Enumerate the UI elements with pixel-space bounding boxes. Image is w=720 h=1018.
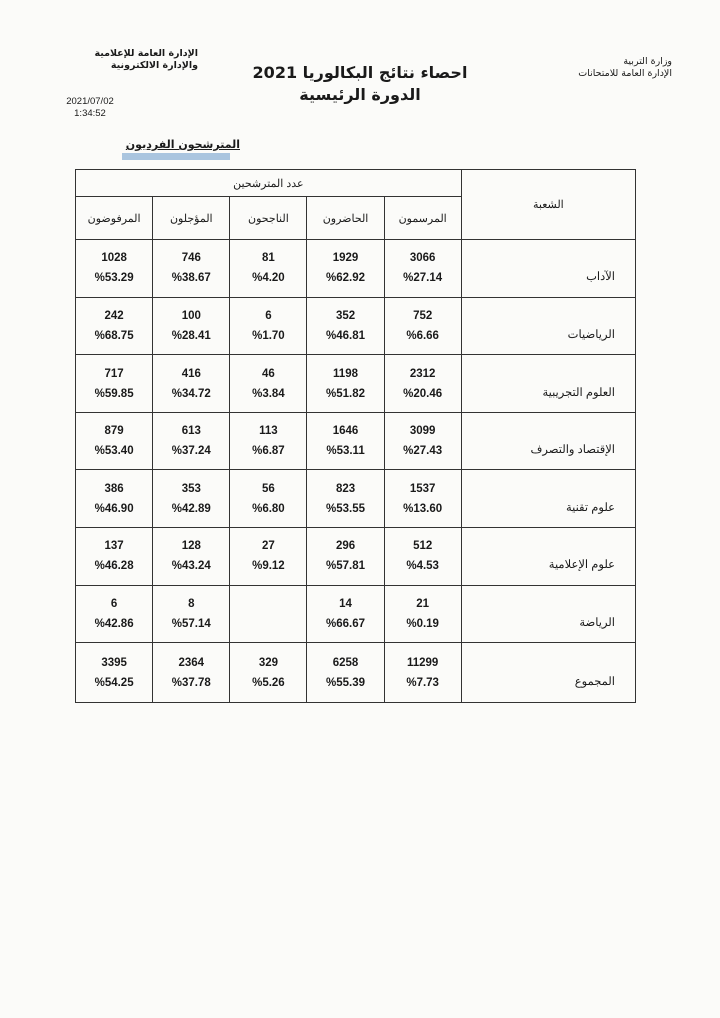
value-cell	[384, 412, 461, 470]
value-cell	[76, 355, 153, 413]
percent-value: %59.85	[94, 387, 134, 400]
table-row	[76, 355, 636, 413]
column-header: الناجحون	[230, 197, 307, 240]
percent-value: %43.24	[171, 560, 211, 573]
branch-name: الإقتصاد والتصرف	[530, 444, 615, 457]
value-cell	[76, 240, 153, 298]
branch-cell	[461, 470, 635, 528]
results-table	[75, 169, 636, 703]
branch-header: الشعبة	[461, 170, 635, 240]
table-row	[76, 297, 636, 355]
branch-cell	[461, 643, 635, 703]
value-cell	[76, 470, 153, 528]
value-cell	[230, 585, 307, 643]
branch-name: الآداب	[586, 271, 615, 284]
value-cell	[153, 585, 230, 643]
percent-value: %62.92	[326, 272, 366, 285]
count-value: 1028	[101, 252, 127, 265]
table-row	[76, 585, 636, 643]
count-value: 6258	[332, 656, 359, 669]
highlight-bar	[122, 153, 230, 160]
count-value: 1646	[332, 425, 359, 438]
value-cell	[384, 297, 461, 355]
table-row	[76, 240, 636, 298]
branch-name: الرياضيات	[567, 328, 615, 341]
it-directorate: الإدارة العامة للإعلامية	[94, 48, 198, 59]
table-row	[76, 528, 636, 586]
percent-value: %53.55	[326, 502, 366, 515]
percent-value: %46.81	[326, 329, 366, 342]
print-time: 1:34:52	[74, 108, 106, 119]
value-cell	[384, 470, 461, 528]
percent-value: %34.72	[171, 387, 211, 400]
branch-name: علوم الإعلامية	[548, 559, 615, 572]
value-cell	[384, 585, 461, 643]
count-value: 3099	[409, 425, 436, 438]
percent-value: %13.60	[403, 502, 443, 515]
count-value: 81	[262, 252, 275, 265]
percent-value: %57.81	[326, 560, 366, 573]
count-value: 386	[104, 482, 124, 495]
value-cell	[76, 412, 153, 470]
count-value: 3395	[101, 656, 127, 669]
ministry-name: وزارة التربية	[623, 56, 672, 67]
count-value: 1198	[333, 367, 358, 380]
percent-value: %53.11	[326, 445, 365, 458]
count-value: 137	[104, 540, 124, 553]
percent-value: %6.66	[406, 329, 439, 342]
document-title	[170, 62, 550, 106]
print-timestamp	[60, 96, 120, 120]
percent-value: %20.46	[403, 387, 443, 400]
value-cell	[230, 470, 307, 528]
value-cell	[230, 297, 307, 355]
percent-value: %37.24	[171, 445, 211, 458]
value-cell	[384, 240, 461, 298]
value-cell	[76, 528, 153, 586]
value-cell	[76, 585, 153, 643]
count-value: 3066	[409, 252, 436, 265]
count-value: 613	[181, 425, 201, 438]
value-cell	[307, 470, 384, 528]
value-cell	[307, 240, 384, 298]
branch-cell	[461, 240, 635, 298]
count-value: 100	[181, 309, 201, 322]
branch-cell	[461, 412, 635, 470]
value-cell	[307, 643, 384, 703]
percent-value: %37.78	[171, 676, 211, 689]
table-row	[76, 643, 636, 703]
count-value: 746	[181, 252, 201, 265]
count-value: 717	[104, 367, 124, 380]
title-session: الدورة الرئيسية	[299, 85, 421, 104]
percent-value: %46.28	[94, 560, 134, 573]
table-row	[76, 470, 636, 528]
percent-value: %46.90	[94, 502, 134, 515]
column-header: المؤجلون	[153, 197, 230, 240]
column-header: المرفوضون	[76, 197, 153, 240]
percent-value: %51.82	[326, 387, 366, 400]
exams-directorate: الإدارة العامة للامتحانات	[578, 68, 672, 79]
count-value: 6	[265, 309, 272, 322]
count-value: 352	[335, 309, 356, 322]
value-cell	[153, 355, 230, 413]
value-cell	[153, 528, 230, 586]
count-value: 1537	[409, 482, 436, 495]
branch-cell	[461, 355, 635, 413]
percent-value: %66.67	[326, 617, 366, 630]
branch-name: الرياضة	[579, 616, 615, 629]
count-value: 113	[259, 425, 278, 438]
value-cell	[307, 412, 384, 470]
percent-value: %42.86	[94, 617, 134, 630]
count-value: 2364	[178, 656, 205, 669]
branch-name: العلوم التجريبية	[542, 386, 615, 399]
count-value: 242	[104, 309, 124, 322]
value-cell	[307, 585, 384, 643]
percent-value: %6.87	[252, 445, 285, 458]
percent-value: %0.19	[406, 617, 439, 630]
percent-value: %68.75	[94, 329, 134, 342]
value-cell	[230, 355, 307, 413]
print-date: 2021/07/02	[66, 96, 114, 107]
count-value: 128	[181, 540, 201, 553]
count-value: 27	[262, 540, 275, 553]
column-header: المرسمون	[384, 197, 461, 240]
count-value: 329	[258, 656, 278, 669]
count-value: 2312	[409, 367, 436, 380]
value-cell	[230, 528, 307, 586]
value-cell	[230, 643, 307, 703]
value-cell	[230, 412, 307, 470]
percent-value: %9.12	[252, 560, 285, 573]
value-cell	[153, 240, 230, 298]
branch-name: المجموع	[574, 675, 615, 688]
percent-value: %7.73	[406, 676, 439, 689]
candidates-count-header: عدد المترشحين	[76, 170, 462, 197]
percent-value: %6.80	[252, 502, 285, 515]
value-cell	[76, 297, 153, 355]
percent-value: %42.89	[171, 502, 211, 515]
candidates-category: المترشحون الفرديون	[125, 138, 240, 151]
percent-value: %57.14	[171, 617, 211, 630]
e-admin-directorate: والإدارة الالكترونية	[110, 60, 198, 71]
column-header: الحاضرون	[307, 197, 384, 240]
branch-cell	[461, 297, 635, 355]
count-value: 6	[110, 597, 118, 610]
branch-cell	[461, 528, 635, 586]
percent-value: %1.70	[252, 329, 285, 342]
percent-value: %54.25	[94, 676, 134, 689]
percent-value: %4.53	[406, 560, 439, 573]
count-value: 512	[413, 540, 433, 553]
value-cell	[230, 240, 307, 298]
value-cell	[307, 528, 384, 586]
percent-value: %5.26	[252, 676, 285, 689]
percent-value: %28.41	[171, 329, 211, 342]
count-value: 296	[335, 540, 356, 553]
count-value: 21	[416, 597, 430, 610]
count-value: 11299	[406, 656, 439, 669]
count-value: 752	[413, 309, 433, 322]
count-value: 14	[339, 597, 352, 610]
value-cell	[384, 355, 461, 413]
count-value: 46	[262, 367, 275, 380]
percent-value: %53.29	[94, 272, 134, 285]
count-value: 823	[335, 482, 356, 495]
value-cell	[153, 643, 230, 703]
value-cell	[307, 355, 384, 413]
value-cell	[384, 643, 461, 703]
count-value: 8	[188, 597, 195, 610]
branch-name: علوم تقنية	[565, 501, 615, 514]
count-value: 353	[181, 482, 201, 495]
branch-cell	[461, 585, 635, 643]
value-cell	[384, 528, 461, 586]
count-value: 1929	[332, 252, 359, 265]
value-cell	[76, 643, 153, 703]
value-cell	[153, 297, 230, 355]
percent-value: %3.84	[252, 387, 285, 400]
percent-value: %53.40	[94, 445, 134, 458]
value-cell	[307, 297, 384, 355]
percent-value: %27.43	[403, 445, 443, 458]
value-cell	[153, 412, 230, 470]
table-row	[76, 412, 636, 470]
percent-value: %38.67	[171, 272, 211, 285]
percent-value: %4.20	[252, 272, 285, 285]
value-cell	[153, 470, 230, 528]
count-value: 416	[181, 367, 201, 380]
percent-value: %55.39	[326, 676, 366, 689]
count-value: 56	[262, 482, 275, 495]
percent-value: %27.14	[403, 272, 443, 285]
count-value: 879	[104, 425, 124, 438]
title-main: احصاء نتائج البكالوريا 2021	[252, 63, 468, 82]
